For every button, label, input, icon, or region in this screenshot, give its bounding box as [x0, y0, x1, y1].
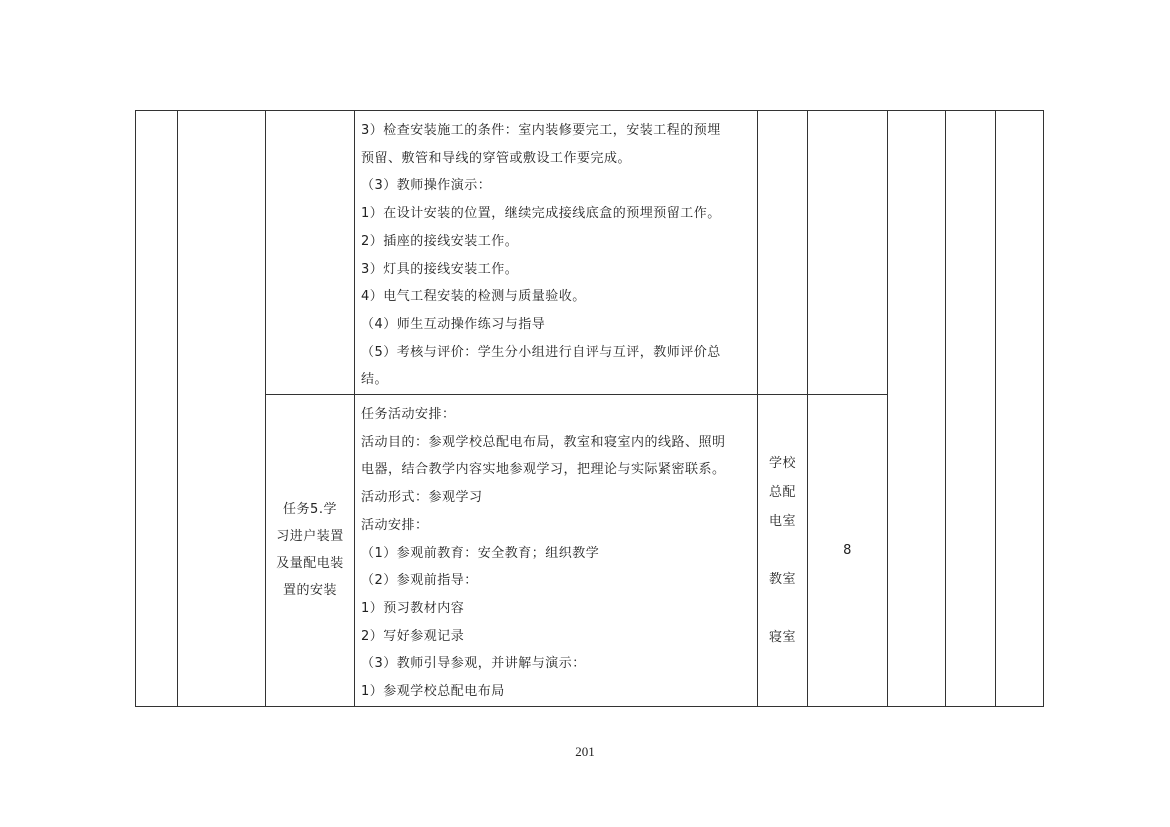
text-line: （4）师生互动操作练习与指导 [361, 316, 546, 332]
empty-cell [888, 111, 946, 707]
hours-value: 8 [843, 542, 852, 558]
text-line: 3）检查安装施工的条件：室内装修要完工，安装工程的预埋 [361, 123, 721, 138]
activity-content [355, 395, 757, 706]
text-line: （1）参观前教育：安全教育；组织教学 [361, 545, 600, 561]
text-line: （2）参观前指导： [361, 573, 478, 589]
text-line: 教室 [768, 571, 796, 587]
text-line: 任务5.学 [283, 502, 337, 518]
text-line: （5）考核与评价：学生分小组进行自评与互评，教师评价总 [361, 344, 721, 360]
teaching-content [355, 111, 757, 394]
text-line: 3）灯具的接线安装工作。 [361, 261, 519, 277]
page-number: 201 [575, 744, 595, 759]
task-name-cell [266, 395, 355, 707]
text-line: 寝室 [768, 629, 796, 645]
text-line: 结。 [361, 372, 389, 388]
text-line: 1）参观学校总配电布局 [361, 684, 505, 700]
text-line: 1）预习教材内容 [361, 600, 465, 616]
empty-cell [266, 111, 355, 395]
empty-cell [808, 111, 888, 395]
spacer [758, 536, 807, 565]
task-name [266, 496, 354, 604]
table-row [136, 111, 1044, 395]
text-line: （3）教师引导参观，并讲解与演示： [361, 656, 586, 672]
location-cell [758, 395, 808, 707]
text-line: 总配 [768, 484, 796, 500]
teaching-content-cell [355, 111, 758, 395]
text-line: 习进户装置 [276, 529, 344, 545]
location [758, 449, 807, 652]
activity-content-cell [355, 395, 758, 707]
course-plan-table [135, 110, 1044, 707]
empty-cell [136, 111, 178, 707]
empty-cell [758, 111, 808, 395]
text-line: 电室 [768, 513, 796, 529]
empty-cell [946, 111, 996, 707]
text-line: 电器，结合教学内容实地参观学习，把理论与实际紧密联系。 [361, 462, 726, 478]
empty-cell [178, 111, 266, 707]
text-line: 及量配电装 [276, 556, 344, 572]
text-line: 活动形式：参观学习 [361, 490, 483, 506]
text-line: （3）教师操作演示： [361, 178, 492, 194]
text-line: 任务活动安排： [361, 407, 456, 423]
text-line: 预留、敷管和导线的穿管或敷设工作要完成。 [361, 150, 632, 166]
text-line: 2）写好参观记录 [361, 628, 465, 644]
text-line: 1）在设计安装的位置，继续完成接线底盒的预埋预留工作。 [361, 206, 721, 222]
hours-cell [808, 395, 888, 707]
text-line: 学校 [768, 455, 796, 471]
text-line: 2）插座的接线安装工作。 [361, 233, 519, 249]
text-line: 活动安排： [361, 517, 429, 533]
text-line: 活动目的：参观学校总配电布局，教室和寝室内的线路、照明 [361, 434, 726, 450]
spacer [758, 594, 807, 623]
empty-cell [996, 111, 1044, 707]
text-line: 4）电气工程安装的检测与质量验收。 [361, 289, 586, 305]
text-line: 置的安装 [282, 583, 337, 599]
